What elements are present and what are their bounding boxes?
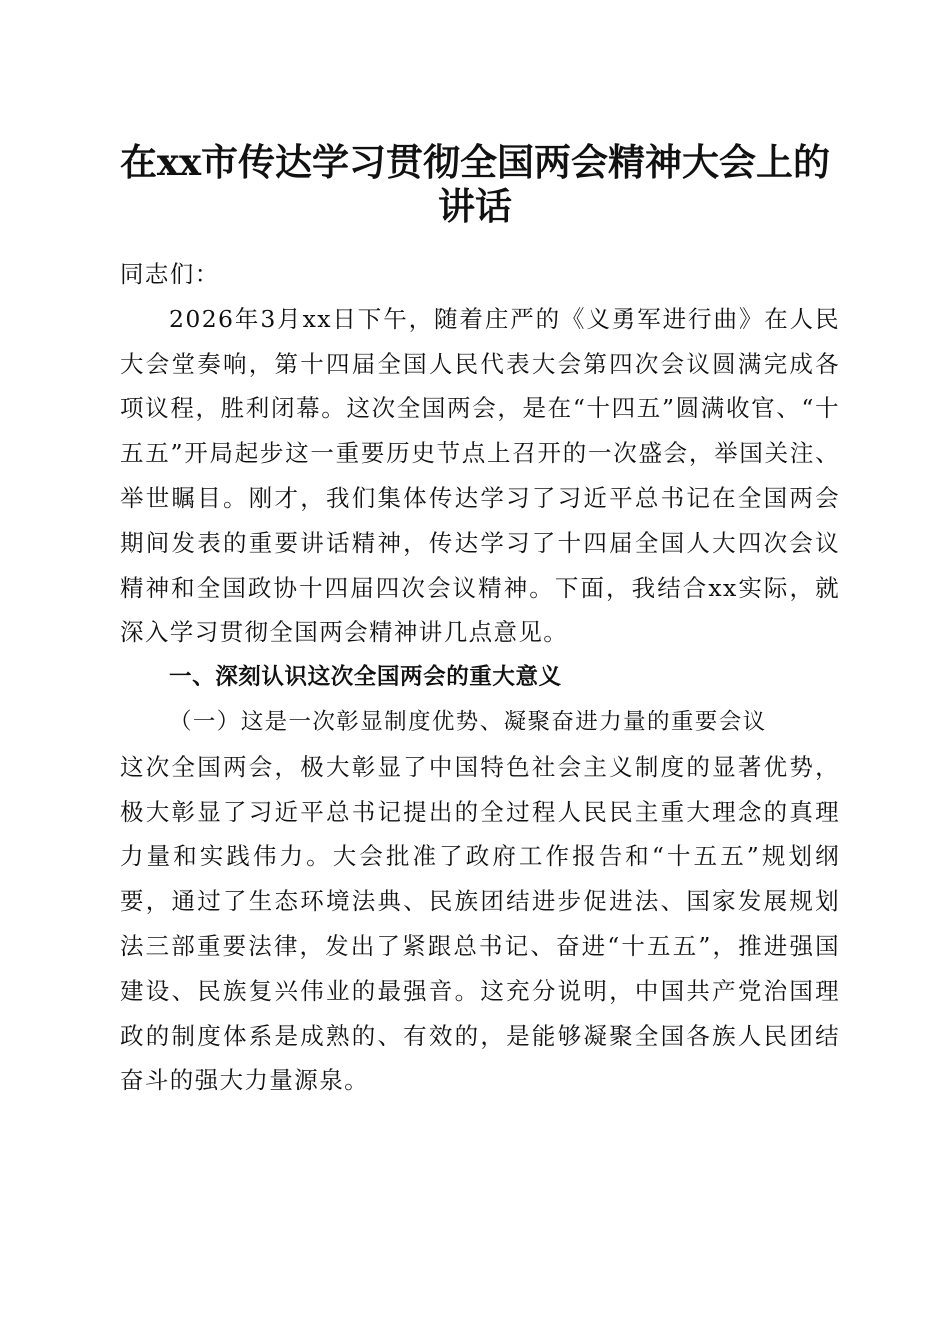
section-heading-1: 一、深刻认识这次全国两会的重大意义: [169, 664, 562, 691]
paragraph-significance: 这次全国两会，极大彰显了中国特色社会主义制度的显著优势，极大彰显了习近平总书记提出的全过程人民民主重大理念的真理力量和实践伟力。大会批准了政府工作报告和“十五五”规划纲要，通过了生态环境法典、民族团结进步促进法、国家发展规划法三部重要法律，发出了紧跟总书记、奋进“十五五”，推进强国建设、民族复兴伟业的最强音。这充分说明，中国共产党治国理政的制度体系是成熟的、有效的，是能够凝聚全国各族人民团结奋斗的强大力量源泉。: [120, 752, 840, 1095]
salutation: 同志们：: [120, 260, 220, 288]
document-title-line-1: 在xx市传达学习贯彻全国两会精神大会上的: [119, 140, 831, 184]
document-body: [120, 252, 840, 1103]
paragraph-opening: 2026年3月xx日下午，随着庄严的《义勇军进行曲》在人民大会堂奏响，第十四届全国人民代表大会第四次会议圆满完成各项议程，胜利闭幕。这次全国两会，是在“十四五”圆满收官、“十五五”开局起步这一重要历史节点上召开的一次盛会，举国关注、举世瞩目。刚才，我们集体传达学习了习近平总书记在全国两会期间发表的重要讲话精神，传达学习了十四届全国人大四次会议精神和全国政协十四届四次会议精神。下面，我结合xx实际，就深入学习贯彻全国两会精神讲几点意见。: [120, 304, 840, 647]
document-title-line-2: 讲话: [438, 184, 512, 228]
subsection-heading-1: （一）这是一次彰显制度优势、凝聚奋进力量的重要会议: [169, 708, 767, 735]
